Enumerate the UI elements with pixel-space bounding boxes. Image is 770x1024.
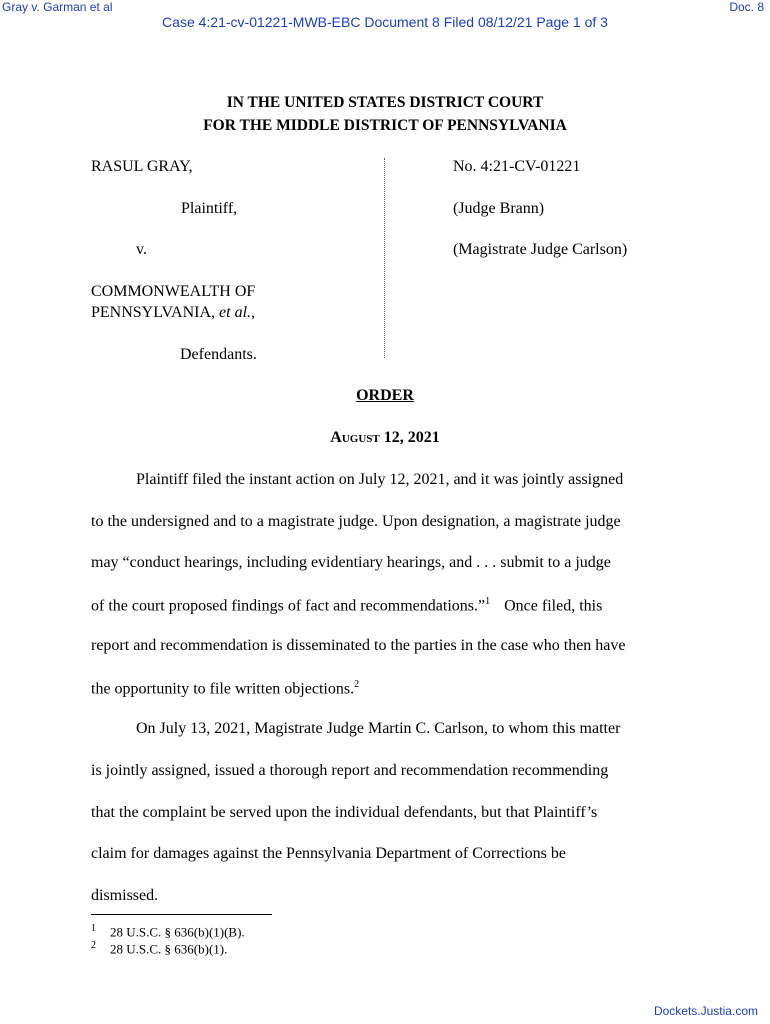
footnote-2: $^2$ 28 U.S.C. § 636(b)(1). — [91, 940, 228, 957]
case-title-link[interactable]: Gray v. Garman et al — [2, 0, 113, 14]
magistrate-judge-name: (Magistrate Judge Carlson) — [453, 241, 628, 258]
versus-label: v. — [136, 241, 147, 258]
footnote-separator — [91, 914, 272, 915]
body-line-8: is jointly assigned, issued a thorough report and recommendation recommending — [91, 762, 609, 779]
body-line-11: dismissed. — [91, 887, 159, 904]
doc-number-link[interactable]: Doc. 8 — [729, 0, 764, 14]
defendant-name-line2: PENNSYLVANIA, et al., — [91, 304, 256, 321]
body-line-2: to the undersigned and to a magistrate judge. Upon designation, a magistrate judge — [91, 513, 621, 530]
body-line-6: the opportunity to file written objections.$^2$ — [91, 679, 360, 698]
defendant-role: Defendants. — [180, 346, 257, 363]
judge-name: (Judge Brann) — [453, 200, 545, 217]
justia-footer-link[interactable]: Dockets.Justia.com — [653, 1004, 758, 1018]
body-line-4: of the court proposed findings of fact and recommendations.”$^1$ Once filed, this — [91, 596, 603, 615]
body-line-10: claim for damages against the Pennsylvania Department of Corrections be — [91, 845, 566, 862]
order-title: ORDER — [356, 387, 414, 404]
court-name-line1: IN THE UNITED STATES DISTRICT COURT — [226, 94, 544, 111]
caption-divider — [384, 158, 385, 358]
court-name-line2: FOR THE MIDDLE DISTRICT OF PENNSYLVANIA — [203, 117, 567, 134]
body-line-9: that the complaint be served upon the individual defendants, but that Plaintiff’s — [91, 804, 598, 821]
body-line-1: Plaintiff filed the instant action on July 12, 2021, and it was jointly assigned — [136, 471, 624, 488]
plaintiff-name: RASUL GRAY, — [91, 158, 193, 175]
filing-stamp-header: Case 4:21-cv-01221-MWB-EBC Document 8 Filed 08/12/21 Page 1 of 3 — [162, 14, 608, 30]
order-date: August 12, 2021 — [330, 429, 440, 446]
footnote-ref-1: 1 — [485, 596, 491, 607]
body-line-7: On July 13, 2021, Magistrate Judge Martin C. Carlson, to whom this matter — [136, 720, 621, 737]
footnote-ref-2: 2 — [354, 679, 360, 690]
plaintiff-role: Plaintiff, — [181, 200, 238, 217]
body-line-3: may “conduct hearings, including evidentiary hearings, and . . . submit to a judge — [91, 554, 611, 571]
defendant-name-line1: COMMONWEALTH OF — [91, 283, 256, 300]
footnote-1: $^1$ 28 U.S.C. § 636(b)(1)(B). — [91, 923, 245, 940]
case-number: No. 4:21-CV-01221 — [453, 158, 581, 175]
body-line-5: report and recommendation is disseminated to the parties in the case who then have — [91, 637, 626, 654]
